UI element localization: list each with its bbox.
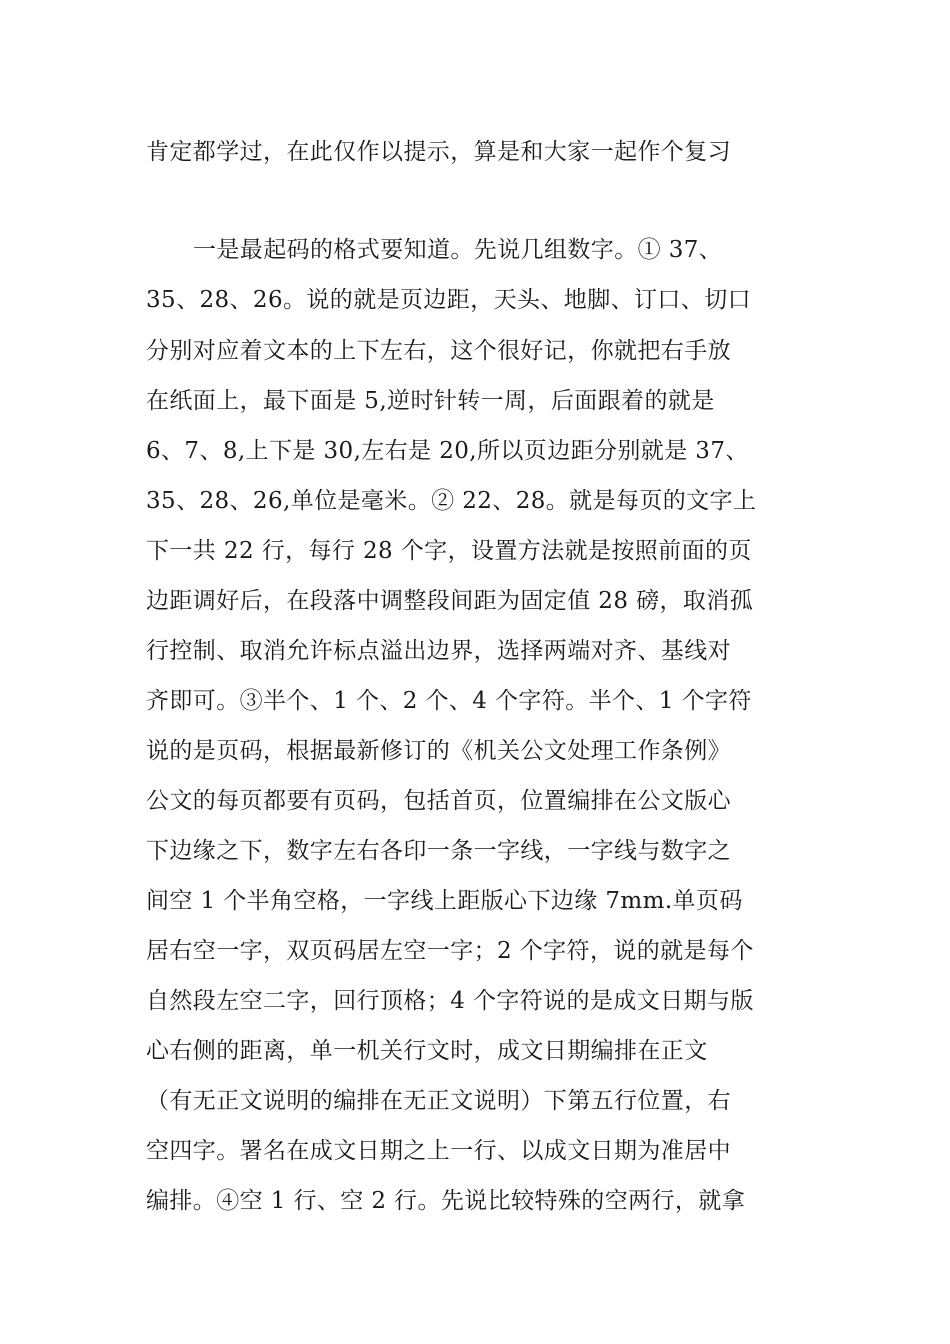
text-line: 35、28、26,单位是毫米。② 22、28。就是每页的文字上	[146, 488, 757, 514]
text-line: 心右侧的距离，单一机关行文时，成文日期编排在正文	[146, 1038, 708, 1064]
text-line: 35、28、26。说的就是页边距，天头、地脚、订口、切口	[146, 287, 751, 313]
text-line: 6、7、8,上下是 30,左右是 20,所以页边距分别就是 37、	[146, 438, 749, 464]
text-line: 编排。④空 1 行、空 2 行。先说比较特殊的空两行，就拿	[146, 1188, 746, 1214]
text-line: 居右空一字，双页码居左空一字；2 个字符，说的就是每个	[146, 938, 754, 964]
text-line: 下边缘之下，数字左右各印一条一字线，一字线与数字之	[146, 838, 731, 864]
text-line: 说的是页码，根据最新修订的《机关公文处理工作条例》	[146, 738, 731, 764]
text-line: 边距调好后，在段落中调整段间距为固定值 28 磅，取消孤	[146, 588, 754, 614]
text-line: 公文的每页都要有页码，包括首页，位置编排在公文版心	[146, 788, 731, 814]
text-line: 齐即可。③半个、1 个、2 个、4 个字符。半个、1 个字符	[146, 688, 752, 714]
text-line: 自然段左空二字，回行顶格；4 个字符说的是成文日期与版	[146, 988, 754, 1014]
text-line: 间空 1 个半角空格，一字线上距版心下边缘 7mm.单页码	[146, 888, 743, 914]
text-line: 分别对应着文本的上下左右，这个很好记，你就把右手放	[146, 338, 731, 364]
text-line: 行控制、取消允许标点溢出边界，选择两端对齐、基线对	[146, 638, 731, 664]
text-line: 下一共 22 行，每行 28 个字，设置方法就是按照前面的页	[146, 538, 752, 564]
text-line: 空四字。署名在成文日期之上一行、以成文日期为准居中	[146, 1138, 731, 1164]
paragraph-first-line: 一是最起码的格式要知道。先说几组数字。① 37、	[193, 237, 723, 263]
text-line: 在纸面上，最下面是 5,逆时针转一周，后面跟着的就是	[146, 388, 715, 414]
text-line-intro: 肯定都学过，在此仅作以提示，算是和大家一起作个复习	[146, 139, 731, 165]
text-line: （有无正文说明的编排在无正文说明）下第五行位置，右	[146, 1088, 731, 1114]
